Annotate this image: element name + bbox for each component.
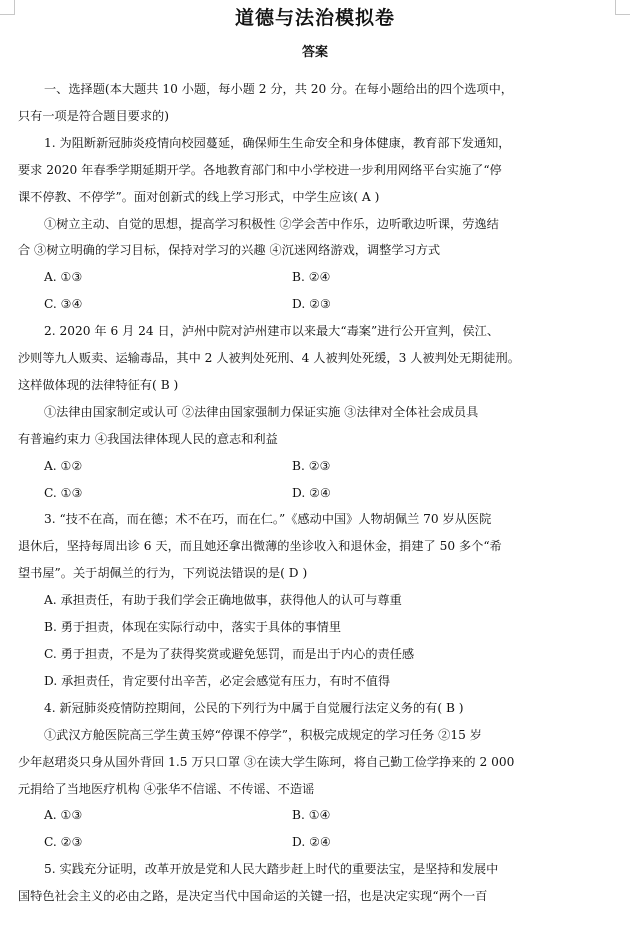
- question-2-statements: 有普遍约束力 ④我国法律体现人民的意志和利益: [18, 431, 278, 446]
- question-1-stem: 课不停教、不停学”。面对创新式的线上学习形式，中学生应该( A ): [18, 189, 380, 204]
- option-c: C. ①③: [44, 485, 83, 500]
- option-d: D. ②③: [292, 297, 331, 312]
- question-2-stem: 这样做体现的法律特征有( B ): [18, 377, 179, 392]
- question-1-options-row: [18, 264, 612, 291]
- option-c: C. ②③: [44, 835, 83, 850]
- option-a: A. ①③: [44, 270, 83, 285]
- question-2-options-row: [18, 480, 612, 507]
- question-2-stem: 2. 2020 年 6 月 24 日，泸州中院对泸州建市以来最大“毒案”进行公开宣判，侯江、: [44, 324, 500, 339]
- question-1-stem: 要求 2020 年春季学期延期开学。各地教育部门和中小学校进一步利用网络平台实施了“停: [18, 162, 502, 177]
- question-2-options-row: [18, 453, 612, 480]
- question-4-statements: 元捐给了当地医疗机构 ④张华不信谣、不传谣、不造谣: [18, 781, 315, 796]
- section-heading-line: 只有一项是符合题目要求的): [18, 108, 170, 123]
- question-4-options-row: [18, 802, 612, 829]
- question-3-stem: 退休后，坚持每周出诊 6 天，而且她还拿出微薄的坐诊收入和退休金，捐建了 50 多个“希: [18, 539, 502, 554]
- question-3-option-d: D. 承担责任，肯定要付出辛苦，必定会感觉有压力，有时不值得: [44, 673, 391, 688]
- option-d: D. ②④: [292, 835, 331, 850]
- question-1-statements: ①树立主动、自觉的思想，提高学习积极性 ②学会苦中作乐，边听歌边听课，劳逸结: [44, 216, 499, 231]
- question-3-stem: 3. “技不在高，而在德；术不在巧，而在仁。”《感动中国》人物胡佩兰 70 岁从医院: [44, 512, 492, 527]
- question-1-options-row: [18, 291, 612, 318]
- question-5-stem: 5. 实践充分证明，改革开放是党和人民大踏步赶上时代的重要法宝，是坚持和发展中: [44, 862, 499, 877]
- option-b: B. ①④: [292, 808, 331, 823]
- document-title: 道德与法治模拟卷: [234, 7, 395, 29]
- question-3-option-a: A. 承担责任，有助于我们学会正确地做事，获得他人的认可与尊重: [44, 593, 402, 608]
- option-a: A. ①③: [44, 808, 83, 823]
- question-3-stem: 望书屋”。关于胡佩兰的行为，下列说法错误的是( D ): [18, 566, 308, 581]
- answer-heading: 答案: [301, 45, 328, 60]
- document-body: [18, 76, 612, 910]
- question-4-options-row: [18, 829, 612, 856]
- section-heading-line: 一、选择题(本大题共 10 小题，每小题 2 分，共 20 分。在每小题给出的四个选项中，: [44, 82, 513, 96]
- question-4-stem: 4. 新冠肺炎疫情防控期间，公民的下列行为中属于自觉履行法定义务的有( B ): [44, 700, 464, 715]
- question-2-statements: ①法律由国家制定或认可 ②法律由国家强制力保证实施 ③法律对全体社会成员具: [44, 404, 479, 419]
- option-b: B. ②③: [292, 458, 331, 473]
- question-3-option-b: B. 勇于担责，体现在实际行动中，落实于具体的事情里: [44, 620, 342, 635]
- option-b: B. ②④: [292, 270, 331, 285]
- question-3-option-c: C. 勇于担责，不是为了获得奖赏或避免惩罚，而是出于内心的责任感: [44, 646, 415, 661]
- option-a: A. ①②: [44, 458, 83, 473]
- question-1-stem: 1. 为阻断新冠肺炎疫情向校园蔓延，确保师生生命安全和身体健康，教育部下发通知，: [44, 135, 511, 150]
- question-2-stem: 沙则等九人贩卖、运输毒品，其中 2 人被判处死刑、4 人被判处死缓，3 人被判处无期徒刑。: [18, 351, 520, 366]
- question-4-statements: ①武汉方舱医院高三学生黄玉婷“停课不停学”，积极完成规定的学习任务 ②15 岁: [44, 727, 482, 742]
- question-5-stem: 国特色社会主义的必由之路，是决定当代中国命运的关键一招，也是决定实现“两个一百: [18, 889, 488, 904]
- question-4-statements: 少年赵珺炎只身从国外背回 1.5 万只口罩 ③在读大学生陈珂，将自己勤工俭学挣来的 2 000: [18, 754, 515, 769]
- option-c: C. ③④: [44, 297, 83, 312]
- option-d: D. ②④: [292, 485, 331, 500]
- question-1-statements: 合 ③树立明确的学习目标，保持对学习的兴趣 ④沉迷网络游戏，调整学习方式: [18, 243, 441, 258]
